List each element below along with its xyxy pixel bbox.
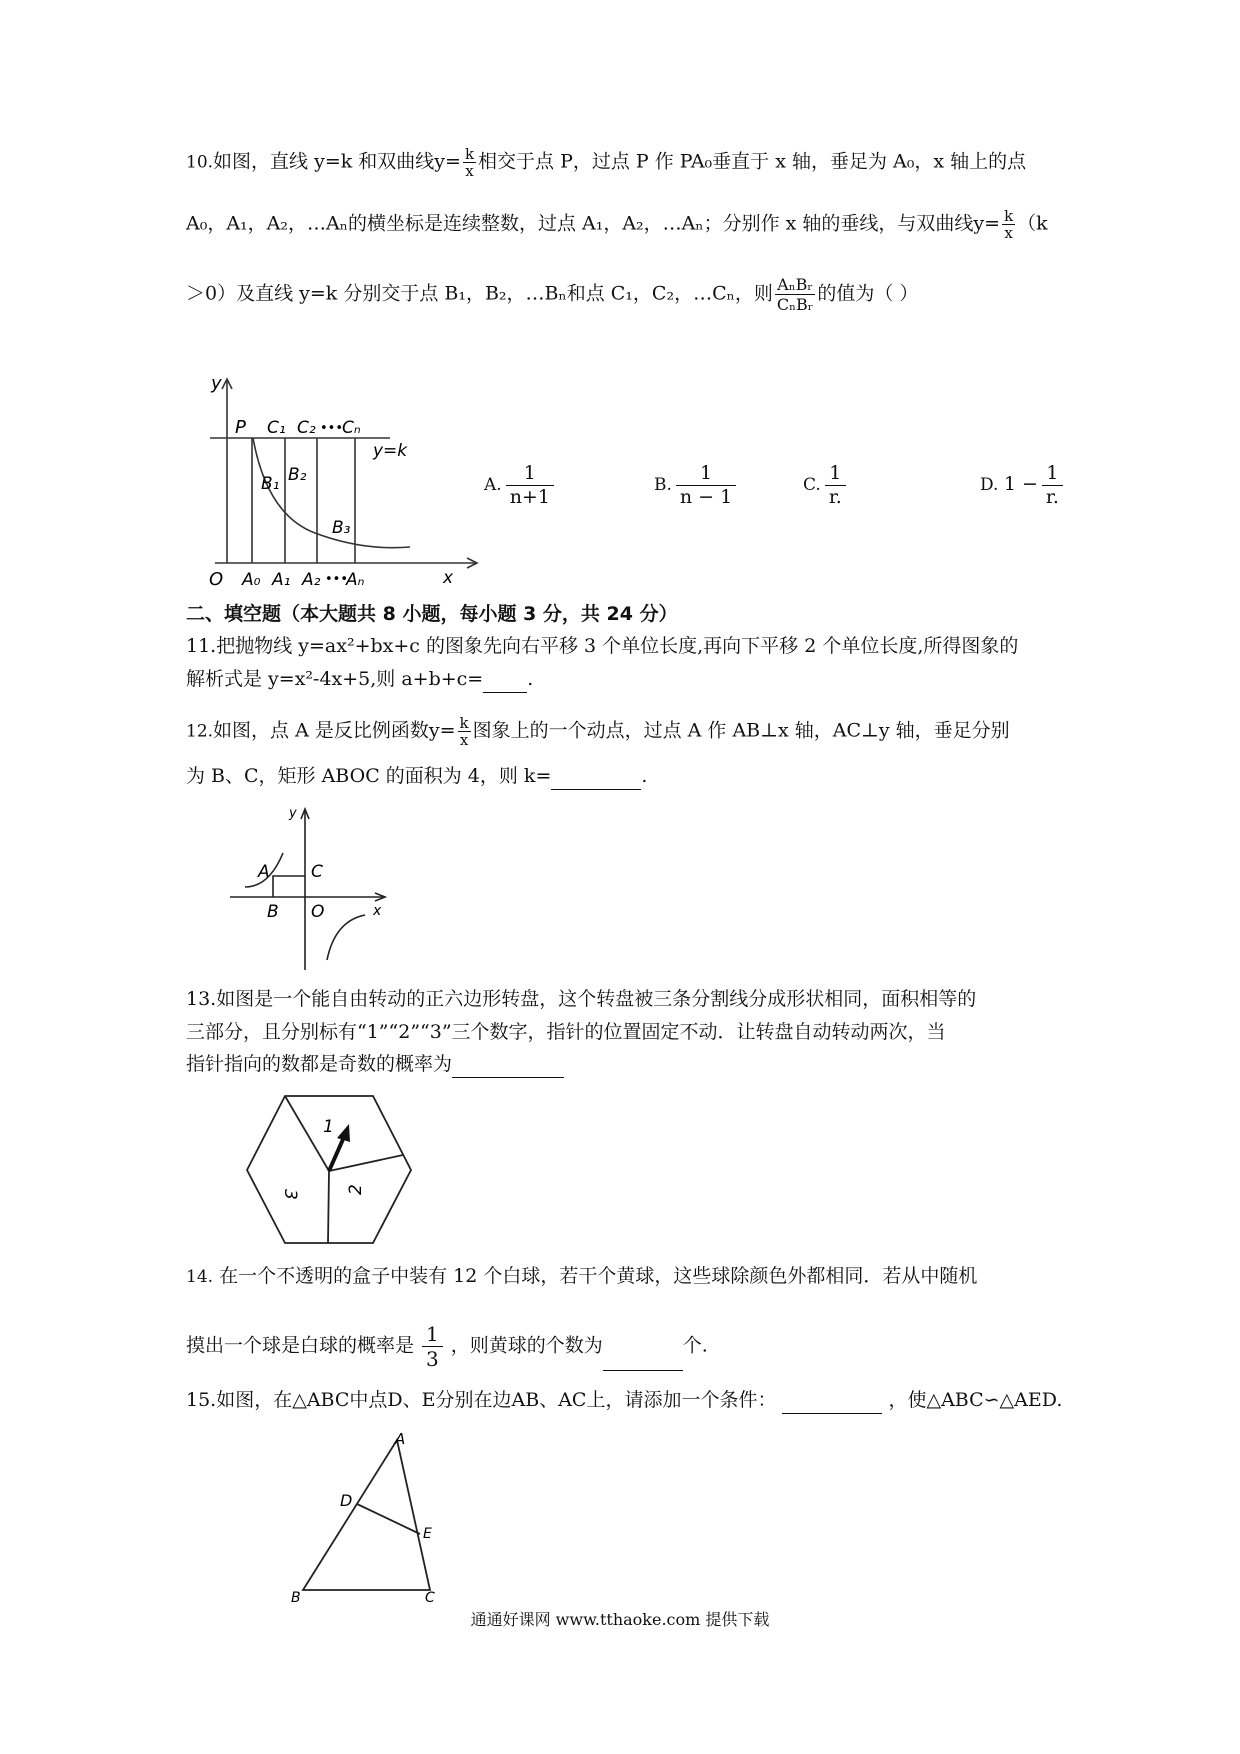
label-cn: Cₙ	[342, 418, 361, 438]
q10-ratio-fraction	[775, 275, 815, 314]
q12-number: 12.	[186, 721, 214, 742]
section-heading-fill-in: 二、填空题（本大题共 8 小题，每小题 3 分，共 24 分）	[186, 603, 678, 625]
choice-label: D.	[980, 475, 999, 495]
label-dots-bottom: •••	[325, 572, 349, 587]
label-b1: B₁	[261, 474, 280, 494]
fraction-numerator: 1	[422, 1322, 443, 1347]
q14-line2-text-c: 个.	[682, 1334, 708, 1357]
q11-answer-blank[interactable]	[483, 672, 527, 693]
hexagon-spinner-figure	[245, 1092, 415, 1252]
choice-label: A.	[484, 475, 502, 495]
label-origin: O	[209, 569, 224, 590]
q14-line1-text: 在一个不透明的盒子中装有 12 个白球，若干个黄球，这些球除颜色外都相同．若从中随机	[219, 1265, 978, 1287]
label-p: P	[235, 417, 246, 438]
fraction-denominator: n − 1	[679, 486, 733, 508]
q11-line2-text: 解析式是 y=x²-4x+5,则 a+b+c=	[186, 668, 484, 690]
q13-line3-text: 指针指向的数都是奇数的概率为	[186, 1053, 453, 1075]
q12-line2-text: 为 B、C，矩形 ABOC 的面积为 4，则 k=	[186, 765, 552, 787]
q12-text-a: 如图，点 A 是反比例函数	[213, 719, 429, 742]
label-d: D	[340, 1491, 353, 1510]
q10-frac-prefix: y=	[434, 150, 461, 173]
label-a2: A₂	[302, 570, 321, 590]
q14-line2-text-a: 摸出一个球是白球的概率是	[186, 1334, 415, 1357]
label-c: C	[311, 862, 323, 882]
q14-probability-fraction	[422, 1322, 443, 1371]
fraction-numerator: AₙBᵣ	[775, 275, 815, 295]
q12-fraction	[458, 715, 471, 748]
q15-line1-text: 15.如图，在△ABC中点D、E分别在边AB、AC上，请添加一个条件：	[186, 1389, 777, 1411]
q11-line1: 11.把抛物线 y=ax²+bx+c 的图象先向右平移 3 个单位长度,再向下平移 2 个单位长度,所得图象的	[186, 635, 1019, 657]
label-c2: C₂	[297, 418, 316, 438]
q10-line2-text: A₀，A₁，A₂，…Aₙ的横坐标是连续整数，过点 A₁，A₂，…Aₙ；分别作 x 轴的垂线，与双曲线	[186, 212, 974, 235]
hyperbola-branch-lower-right	[327, 915, 365, 960]
q10-line2-end: （k	[1017, 212, 1048, 235]
q15-line1	[186, 1386, 1062, 1414]
label-x: x	[373, 903, 382, 919]
q11-line2	[186, 665, 533, 693]
q12-frac-prefix: y=	[428, 719, 456, 742]
q12-graph-figure	[225, 805, 395, 975]
fraction-numerator: k	[1004, 207, 1014, 225]
label-y-equals-k: y=k	[373, 441, 408, 461]
q15-line1-end: ，使△ABC∽△AED.	[888, 1389, 1063, 1411]
q12-line2-end: .	[641, 765, 648, 787]
fraction-numerator: 1	[676, 462, 736, 486]
choice-fraction	[825, 462, 846, 509]
label-y: y	[211, 375, 222, 394]
fraction-denominator: r.	[828, 486, 842, 508]
fraction-denominator: 3	[426, 1347, 439, 1371]
label-a1: A₁	[272, 570, 291, 590]
fraction-numerator: 1	[1042, 462, 1063, 486]
label-b2: B₂	[288, 465, 307, 485]
fraction-denominator: r.	[1045, 486, 1059, 508]
label-c1: C₁	[267, 418, 286, 438]
q10-graph-figure	[205, 375, 485, 590]
choice-fraction	[506, 462, 554, 509]
spinner-number-1: 1	[323, 1117, 334, 1137]
q12-answer-blank[interactable]	[551, 769, 641, 790]
label-a: A	[258, 862, 270, 882]
q10-line2	[186, 208, 1048, 241]
fraction-numerator: k	[464, 145, 475, 163]
page-footer: 通通好课网 www.tthaoke.com 提供下载	[470, 1610, 770, 1629]
q14-line2-text-b: ，则黄球的个数为	[450, 1334, 603, 1357]
label-c: C	[425, 1590, 435, 1605]
fraction-denominator: n+1	[509, 486, 550, 508]
label-b: B	[267, 902, 279, 922]
choice-label: B.	[654, 475, 672, 495]
q10-text-a: 如图，直线 y=k 和双曲线	[213, 150, 435, 173]
q10-number: 10.	[186, 152, 214, 173]
triangle-abc	[303, 1440, 430, 1590]
q10-line3	[186, 275, 918, 314]
choice-fraction	[676, 462, 736, 509]
q15-triangle-figure	[285, 1430, 455, 1605]
segment-de	[357, 1504, 420, 1534]
q12-line1	[186, 715, 1010, 748]
q10-choice-a[interactable]	[484, 462, 558, 509]
label-o: O	[311, 902, 325, 922]
label-a0: A₀	[242, 570, 261, 590]
fraction-denominator: x	[465, 162, 474, 180]
label-e: E	[423, 1526, 432, 1542]
fraction-numerator: k	[459, 714, 469, 732]
choice-fraction	[1042, 462, 1063, 509]
fraction-numerator: 1	[825, 462, 846, 486]
q15-answer-blank[interactable]	[782, 1393, 882, 1414]
label-x: x	[443, 568, 454, 588]
q10-line3-end: 的值为（ ）	[817, 282, 919, 305]
pointer-arrow-icon	[337, 1124, 350, 1142]
spinner-number-2: 2	[346, 1184, 366, 1195]
q10-choice-c[interactable]	[803, 462, 850, 509]
choice-prefix: 1 −	[1003, 473, 1038, 495]
q14-line2	[186, 1322, 708, 1371]
fraction-denominator: x	[1004, 224, 1013, 242]
label-a: A	[395, 1430, 406, 1448]
q12-line2	[186, 762, 647, 790]
divider-line-3	[328, 1171, 329, 1243]
q10-hyperbola-fraction	[463, 146, 476, 179]
q10-line2-frac-prefix: y=	[973, 212, 1001, 235]
q10-text-b: 相交于点 P，过点 P 作 PA₀垂直于 x 轴，垂足为 A₀，x 轴上的点	[478, 150, 1027, 173]
q14-number: 14.	[186, 1267, 214, 1287]
q10-line3-text: ＞0）及直线 y=k 分别交于点 B₁，B₂，…Bₙ和点 C₁，C₂，…Cₙ，则	[186, 282, 773, 305]
spinner-number-3: 3	[280, 1189, 300, 1200]
label-dots-top: •••	[320, 421, 344, 436]
label-y: y	[289, 806, 297, 821]
q10-line2-fraction	[1002, 208, 1015, 241]
fraction-numerator: 1	[506, 462, 554, 486]
q10-choice-d[interactable]	[980, 462, 1067, 509]
pointer-shaft	[329, 1137, 344, 1171]
q13-line2: 三部分，且分别标有“1”“2”“3”三个数字，指针的位置固定不动．让转盘自动转动两次，当	[186, 1021, 946, 1043]
q10-choice-b[interactable]	[654, 462, 740, 509]
q13-answer-blank[interactable]	[452, 1057, 564, 1078]
choice-label: C.	[803, 475, 821, 495]
label-b3: B₃	[332, 518, 351, 538]
q13-line1: 13.如图是一个能自由转动的正六边形转盘，这个转盘被三条分割线分成形状相同，面积相等的	[186, 988, 977, 1010]
label-an: Aₙ	[346, 570, 365, 590]
q14-answer-blank[interactable]	[603, 1350, 683, 1371]
q10-line1	[186, 146, 1026, 179]
label-b: B	[291, 1590, 301, 1605]
q14-line1	[186, 1262, 977, 1291]
q13-line3	[186, 1050, 564, 1078]
fraction-denominator: x	[459, 731, 469, 749]
q11-line2-end: .	[527, 668, 534, 690]
fraction-denominator: CₙBᵣ	[776, 295, 814, 314]
divider-line-2	[329, 1155, 403, 1171]
q12-text-b: 图象上的一个动点，过点 A 作 AB⊥x 轴，AC⊥y 轴，垂足分别	[472, 719, 1010, 742]
rectangle-abo	[273, 876, 305, 897]
